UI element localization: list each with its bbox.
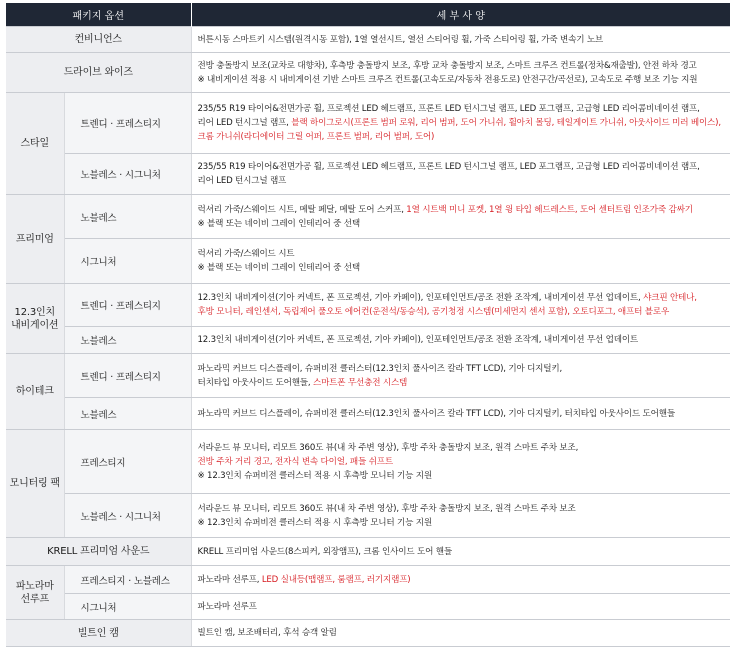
detail-drivewise: 전방 충돌방지 보조(교차로 대향차), 후측방 충돌방지 보조, 후방 교차 충돌방지 보조, 스마트 크루즈 컨트롤(정차&재출발), 안전 하차 경고 ※ 내비게이션 적용 시 내비게이션 기반 스마트 크루즈 컨트롤(고속도로/자동차 전용도로) 안전구간/곡선로), 고속도로 주행 보조 기능 지원 <box>191 53 730 93</box>
table-row <box>6 594 730 620</box>
table-row <box>6 195 730 239</box>
detail-monitoring-prestige: 서라운드 뷰 모니터, 리모트 360도 뷰(내 차 주변 영상), 후방 주차 충돌방지 보조, 원격 스마트 주차 보조, 전방 주차 거리 경고, 전자식 변속 다이얼, 패들 쉬프트 ※ 12.3인치 슈퍼비전 클러스터 적용 시 후측방 모니터 기능 지원 <box>191 430 730 494</box>
detail-style-trendy: 235/55 R19 타이어&전면가공 휠, 프로젝션 LED 헤드램프, 프론트 LED 턴시그널 램프, LED 포그램프, 고급형 LED 리어콤비네이션 램프, 리어 LED 턴시그널 램프, 블랙 하이그로시(프론트 범퍼 로워, 리어 범퍼, 도어 가니쉬, 휠아치 몰딩, 테일게이트 가니쉬, 아웃사이드 미러 베이스), 크롬 가니쉬(라디에이터 그릴 어퍼, 프론트 범퍼, 리어 범퍼, 도어) <box>191 93 730 154</box>
header-package-option: 패키지 옵션 <box>6 3 191 27</box>
sub-hitech-noblesse: 노블레스 <box>64 398 191 430</box>
sub-premium-signature: 시그니처 <box>64 239 191 284</box>
table-row <box>6 284 730 327</box>
detail-monitoring-noblesse: 서라운드 뷰 모니터, 리모트 360도 뷰(내 차 주변 영상), 후방 주차 충돌방지 보조, 원격 스마트 주차 보조 ※ 12.3인치 슈퍼비전 클러스터 적용 시 후측방 모니터 기능 지원 <box>191 494 730 538</box>
category-builtin: 빌트인 캠 <box>6 620 191 647</box>
package-options-table <box>6 3 730 647</box>
sub-style-noblesse: 노블레스 · 시그니처 <box>64 154 191 195</box>
table-row <box>6 430 730 494</box>
detail-premium-signature: 럭셔리 가죽/스웨이드 시트 ※ 블랙 또는 네이비 그레이 인테리어 중 선택 <box>191 239 730 284</box>
detail-hitech-trendy: 파노라믹 커브드 디스플레이, 슈퍼비전 클러스터(12.3인치 풀사이즈 칼라 TFT LCD), 기아 디지털키, 터치타입 아웃사이드 도어핸들, 스마트폰 무선충전 시스템 <box>191 354 730 398</box>
sub-navigation-noblesse: 노블레스 <box>64 327 191 354</box>
sub-premium-noblesse: 노블레스 <box>64 195 191 239</box>
category-drivewise: 드라이브 와이즈 <box>6 53 191 93</box>
category-krell: KRELL 프리미엄 사운드 <box>6 538 191 566</box>
detail-panorama-prestige: 파노라마 선루프, LED 실내등(맵램프, 룸램프, 러기지램프) <box>191 566 730 594</box>
header-detail-spec: 세 부 사 양 <box>191 3 730 27</box>
category-style: 스타일 <box>6 93 64 195</box>
table-header-row <box>6 3 730 27</box>
table-row <box>6 354 730 398</box>
category-monitoring: 모니터링 팩 <box>6 430 64 538</box>
table-row <box>6 27 730 53</box>
sub-panorama-prestige: 프레스티지 · 노블레스 <box>64 566 191 594</box>
sub-style-trendy: 트렌디 · 프레스티지 <box>64 93 191 154</box>
table-row <box>6 93 730 154</box>
category-panorama: 파노라마 선루프 <box>6 566 64 620</box>
category-convenience: 컨비니언스 <box>6 27 191 53</box>
detail-builtin: 빌트인 캠, 보조배터리, 후석 승객 알림 <box>191 620 730 647</box>
detail-hitech-noblesse: 파노라믹 커브드 디스플레이, 슈퍼비전 클러스터(12.3인치 풀사이즈 칼라 TFT LCD), 기아 디지털키, 터치타입 아웃사이드 도어핸들 <box>191 398 730 430</box>
sub-panorama-signature: 시그니처 <box>64 594 191 620</box>
table-row <box>6 620 730 647</box>
table-row <box>6 239 730 284</box>
table-row <box>6 494 730 538</box>
detail-premium-noblesse: 럭셔리 가죽/스웨이드 시트, 메탈 페달, 메탈 도어 스커프, 1열 시트백 미니 포켓, 1열 윙 타입 헤드레스트, 도어 센터트림 인조가죽 감싸기 ※ 블랙 또는 네이비 그레이 인테리어 중 선택 <box>191 195 730 239</box>
detail-navigation-trendy: 12.3인치 내비게이션(기아 커넥트, 폰 프로젝션, 기아 카페이), 인포테인먼트/공조 전환 조작계, 내비게이션 무선 업데이트, 샤크핀 안테나, 후방 모니터, 레인센서, 독립제어 풀오토 에어컨(운전석/동승석), 공기청정 시스템(미세먼지 센서 포함), 오토디포그, 애프터 블로우 <box>191 284 730 327</box>
category-premium: 프리미엄 <box>6 195 64 284</box>
category-navigation: 12.3인치 내비게이션 <box>6 284 64 354</box>
sub-hitech-trendy: 트렌디 · 프레스티지 <box>64 354 191 398</box>
sub-monitoring-prestige: 프레스티지 <box>64 430 191 494</box>
sub-monitoring-noblesse: 노블레스 · 시그니처 <box>64 494 191 538</box>
table-row <box>6 398 730 430</box>
table-row <box>6 53 730 93</box>
table-row <box>6 327 730 354</box>
sub-navigation-trendy: 트렌디 · 프레스티지 <box>64 284 191 327</box>
table-row <box>6 566 730 594</box>
category-hitech: 하이테크 <box>6 354 64 430</box>
detail-style-noblesse: 235/55 R19 타이어&전면가공 휠, 프로젝션 LED 헤드램프, 프론트 LED 턴시그널 램프, LED 포그램프, 고급형 LED 리어콤비네이션 램프, 리어 LED 턴시그널 램프 <box>191 154 730 195</box>
table-row <box>6 538 730 566</box>
detail-convenience: 버튼시동 스마트키 시스템(원격시동 포함), 1열 열선시트, 열선 스티어링 휠, 가죽 스티어링 휠, 가죽 변속기 노브 <box>191 27 730 53</box>
detail-navigation-noblesse: 12.3인치 내비게이션(기아 커넥트, 폰 프로젝션, 기아 카페이), 인포테인먼트/공조 전환 조작계, 내비게이션 무선 업데이트 <box>191 327 730 354</box>
table-row <box>6 154 730 195</box>
detail-panorama-signature: 파노라마 선루프 <box>191 594 730 620</box>
detail-krell: KRELL 프리미엄 사운드(8스피커, 외장앰프), 크롬 인사이드 도어 핸들 <box>191 538 730 566</box>
